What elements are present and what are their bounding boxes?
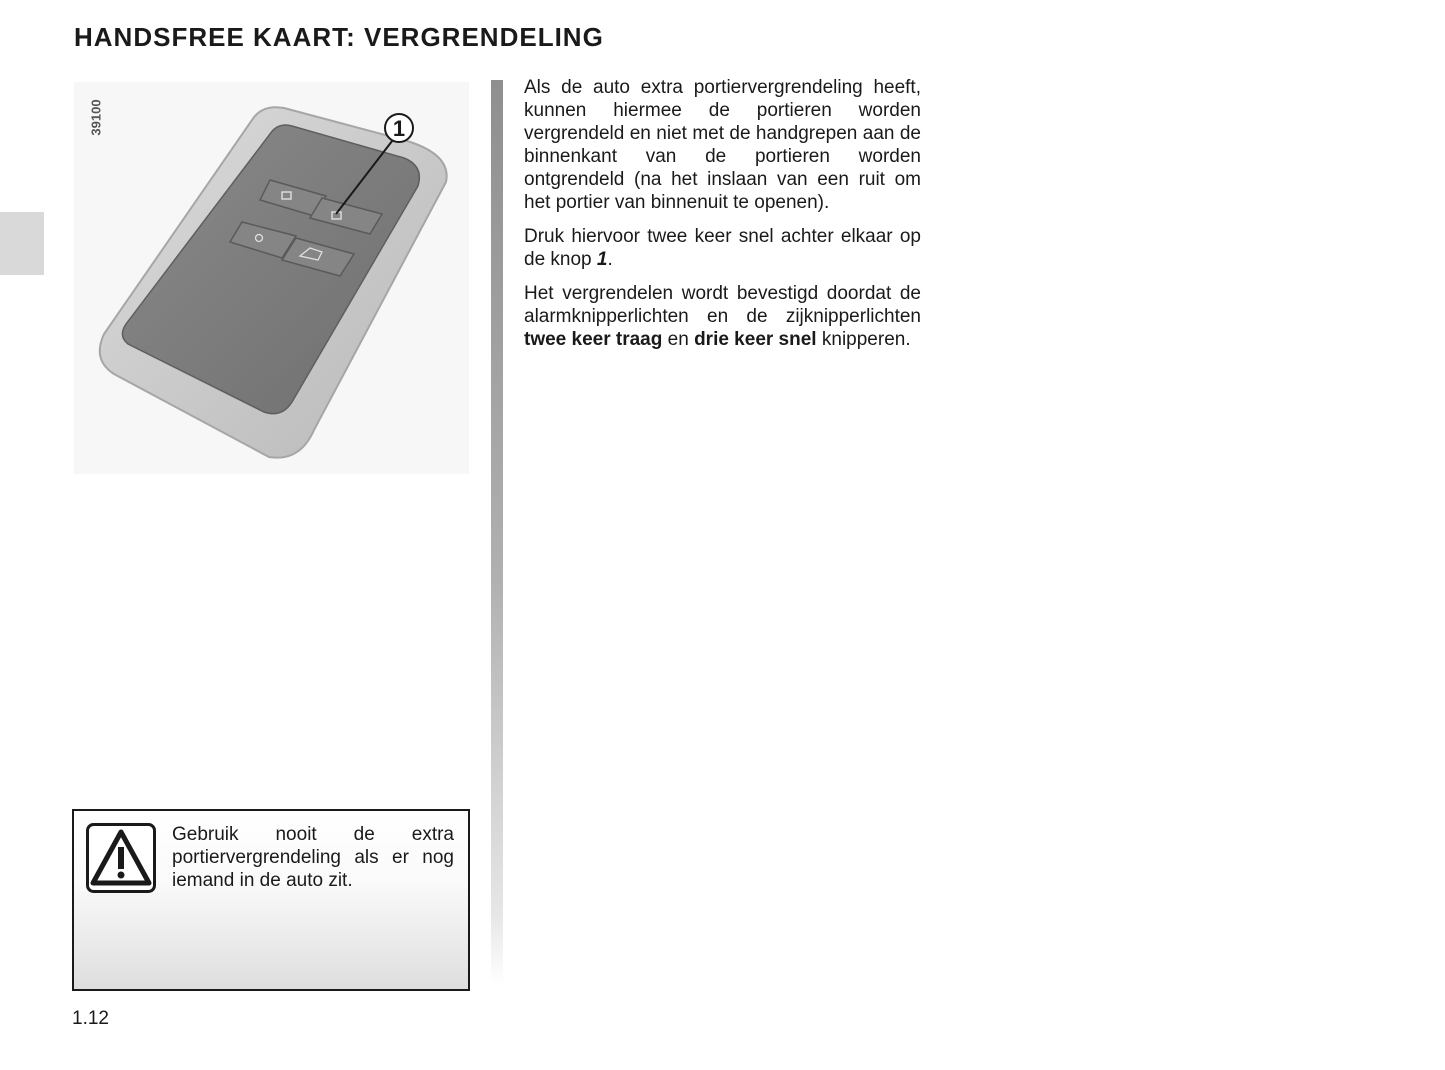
- column-divider: [491, 80, 503, 985]
- key-card-illustration: [74, 82, 469, 474]
- paragraph-2: Druk hiervoor twee keer snel achter elkaar op de knop 1.: [524, 226, 921, 270]
- page-number: 1.12: [72, 1008, 109, 1029]
- paragraph-3: Het vergrendelen wordt bevestigd doordat de alarmknipperlichten en de zijknipperlichten twee keer traag en drie keer snel knipperen.: [524, 283, 921, 350]
- paragraph-1: Als de auto extra portiervergrendeling heeft, kunnen hiermee de portieren worden vergrendeld en niet met de handgrepen aan de binnenkant van de portieren worden ontgrendeld (na het inslaan van een ruit om het portier van binnenuit te openen).: [524, 77, 921, 213]
- warning-triangle-icon: [86, 823, 156, 893]
- section-tab: [0, 212, 44, 275]
- figure-code: 39100: [88, 99, 104, 136]
- warning-box: [72, 809, 470, 991]
- main-text: [524, 76, 921, 362]
- page-title: HANDSFREE KAART: VERGRENDELING: [74, 22, 604, 52]
- key-card-drawing: [74, 82, 469, 474]
- button-reference: 1: [596, 249, 608, 270]
- warning-text: Gebruik nooit de extra portiervergrendeling als er nog iemand in de auto zit.: [172, 824, 454, 891]
- callout-number: 1: [392, 116, 406, 141]
